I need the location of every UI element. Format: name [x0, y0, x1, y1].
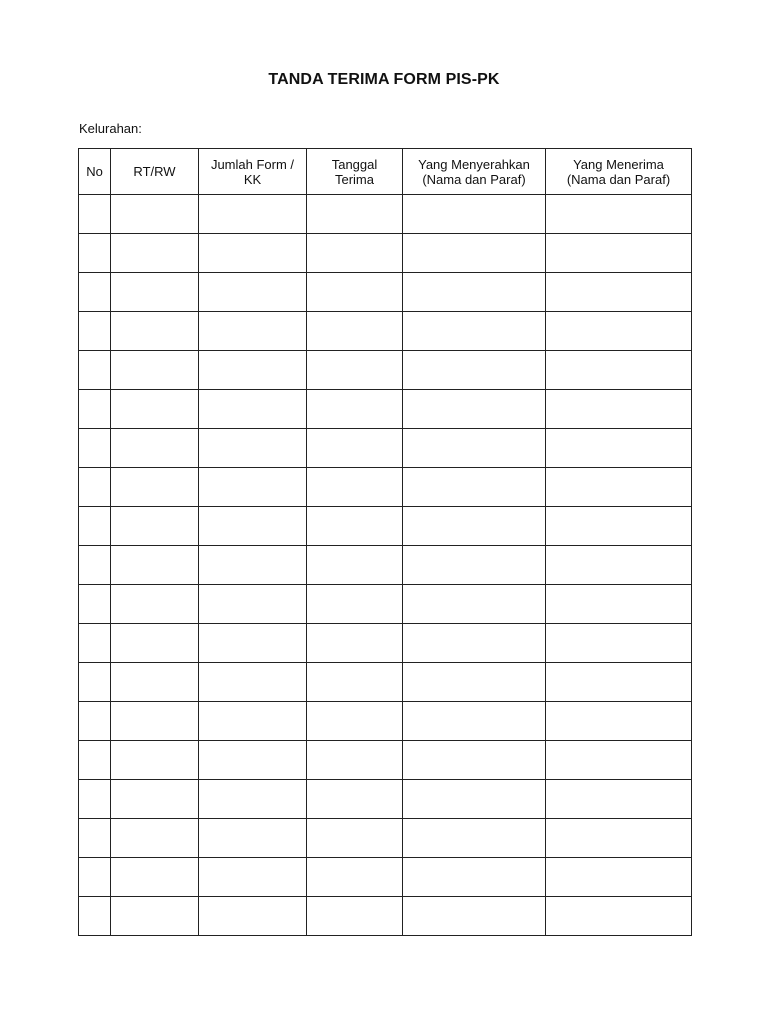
cell-tanggal-terima[interactable] — [307, 429, 403, 468]
cell-no[interactable] — [79, 585, 111, 624]
cell-no[interactable] — [79, 624, 111, 663]
cell-no[interactable] — [79, 780, 111, 819]
cell-yang-menyerahkan[interactable] — [403, 741, 546, 780]
cell-yang-menerima[interactable] — [546, 312, 692, 351]
column-header-rt-rw — [111, 149, 199, 195]
column-header-line: RT/RW — [133, 164, 176, 179]
cell-jumlah-form-kk[interactable] — [199, 663, 307, 702]
cell-jumlah-form-kk[interactable] — [199, 468, 307, 507]
cell-no[interactable] — [79, 897, 111, 936]
cell-no[interactable] — [79, 351, 111, 390]
cell-jumlah-form-kk[interactable] — [199, 312, 307, 351]
cell-yang-menyerahkan[interactable] — [403, 468, 546, 507]
table-row — [79, 858, 692, 897]
receipt-table — [78, 148, 692, 936]
column-header-no — [79, 149, 111, 195]
table-row — [79, 351, 692, 390]
cell-rt-rw[interactable] — [111, 858, 199, 897]
cell-rt-rw[interactable] — [111, 312, 199, 351]
cell-yang-menerima[interactable] — [546, 468, 692, 507]
cell-yang-menerima[interactable] — [546, 273, 692, 312]
column-header-line: Terima — [334, 171, 374, 187]
cell-yang-menyerahkan[interactable] — [403, 897, 546, 936]
column-header-line: (Nama dan Paraf) — [422, 171, 526, 187]
cell-jumlah-form-kk[interactable] — [199, 351, 307, 390]
cell-rt-rw[interactable] — [111, 702, 199, 741]
kelurahan-label: Kelurahan: — [79, 121, 142, 136]
cell-tanggal-terima[interactable] — [307, 390, 403, 429]
cell-rt-rw[interactable] — [111, 195, 199, 234]
cell-jumlah-form-kk[interactable] — [199, 741, 307, 780]
cell-yang-menerima[interactable] — [546, 624, 692, 663]
table-row — [79, 780, 692, 819]
cell-no[interactable] — [79, 312, 111, 351]
cell-jumlah-form-kk[interactable] — [199, 390, 307, 429]
cell-jumlah-form-kk[interactable] — [199, 858, 307, 897]
cell-rt-rw[interactable] — [111, 585, 199, 624]
table-row — [79, 663, 692, 702]
cell-tanggal-terima[interactable] — [307, 312, 403, 351]
cell-tanggal-terima[interactable] — [307, 273, 403, 312]
cell-jumlah-form-kk[interactable] — [199, 234, 307, 273]
column-header-yang-menyerahkan — [403, 149, 546, 195]
cell-yang-menerima[interactable] — [546, 429, 692, 468]
cell-rt-rw[interactable] — [111, 780, 199, 819]
cell-rt-rw[interactable] — [111, 819, 199, 858]
cell-jumlah-form-kk[interactable] — [199, 585, 307, 624]
cell-tanggal-terima[interactable] — [307, 234, 403, 273]
cell-tanggal-terima[interactable] — [307, 585, 403, 624]
cell-yang-menyerahkan[interactable] — [403, 195, 546, 234]
cell-tanggal-terima[interactable] — [307, 663, 403, 702]
cell-yang-menyerahkan[interactable] — [403, 546, 546, 585]
table-row — [79, 390, 692, 429]
cell-jumlah-form-kk[interactable] — [199, 507, 307, 546]
cell-yang-menyerahkan[interactable] — [403, 429, 546, 468]
cell-yang-menyerahkan[interactable] — [403, 780, 546, 819]
cell-jumlah-form-kk[interactable] — [199, 429, 307, 468]
cell-yang-menerima[interactable] — [546, 351, 692, 390]
cell-rt-rw[interactable] — [111, 546, 199, 585]
cell-rt-rw[interactable] — [111, 234, 199, 273]
cell-yang-menerima[interactable] — [546, 819, 692, 858]
table-row — [79, 624, 692, 663]
cell-yang-menerima[interactable] — [546, 741, 692, 780]
table-row — [79, 429, 692, 468]
cell-yang-menerima[interactable] — [546, 390, 692, 429]
cell-no[interactable] — [79, 819, 111, 858]
table-header-row — [79, 149, 692, 195]
cell-rt-rw[interactable] — [111, 741, 199, 780]
cell-yang-menerima[interactable] — [546, 702, 692, 741]
cell-no[interactable] — [79, 507, 111, 546]
cell-tanggal-terima[interactable] — [307, 468, 403, 507]
cell-yang-menyerahkan[interactable] — [403, 702, 546, 741]
cell-yang-menyerahkan[interactable] — [403, 312, 546, 351]
column-header-line: Jumlah Form / — [210, 156, 295, 172]
cell-rt-rw[interactable] — [111, 468, 199, 507]
cell-jumlah-form-kk[interactable] — [199, 897, 307, 936]
column-header-line: Yang Menerima — [573, 156, 664, 172]
document-title: TANDA TERIMA FORM PIS-PK — [268, 71, 500, 88]
cell-yang-menerima[interactable] — [546, 507, 692, 546]
cell-tanggal-terima[interactable] — [307, 195, 403, 234]
cell-yang-menerima[interactable] — [546, 585, 692, 624]
cell-rt-rw[interactable] — [111, 351, 199, 390]
cell-yang-menerima[interactable] — [546, 663, 692, 702]
column-header-line: Tanggal — [331, 156, 378, 172]
cell-jumlah-form-kk[interactable] — [199, 546, 307, 585]
cell-yang-menyerahkan[interactable] — [403, 390, 546, 429]
table-row — [79, 897, 692, 936]
cell-rt-rw[interactable] — [111, 624, 199, 663]
cell-yang-menerima[interactable] — [546, 234, 692, 273]
column-header-tanggal-terima — [307, 149, 403, 195]
table-row — [79, 741, 692, 780]
cell-tanggal-terima[interactable] — [307, 546, 403, 585]
cell-jumlah-form-kk[interactable] — [199, 702, 307, 741]
cell-yang-menyerahkan[interactable] — [403, 507, 546, 546]
cell-no[interactable] — [79, 702, 111, 741]
cell-no[interactable] — [79, 429, 111, 468]
cell-yang-menyerahkan[interactable] — [403, 858, 546, 897]
cell-rt-rw[interactable] — [111, 507, 199, 546]
cell-tanggal-terima[interactable] — [307, 858, 403, 897]
cell-yang-menerima[interactable] — [546, 858, 692, 897]
cell-yang-menyerahkan[interactable] — [403, 585, 546, 624]
column-header-line: No — [86, 164, 103, 179]
cell-yang-menerima[interactable] — [546, 546, 692, 585]
column-header-line: Yang Menyerahkan — [418, 156, 530, 172]
table-row — [79, 468, 692, 507]
cell-jumlah-form-kk[interactable] — [199, 624, 307, 663]
cell-tanggal-terima[interactable] — [307, 351, 403, 390]
table-row — [79, 507, 692, 546]
cell-tanggal-terima[interactable] — [307, 741, 403, 780]
table-row — [79, 273, 692, 312]
cell-tanggal-terima[interactable] — [307, 897, 403, 936]
cell-rt-rw[interactable] — [111, 390, 199, 429]
table-row — [79, 195, 692, 234]
table-row — [79, 234, 692, 273]
column-header-line: KK — [243, 171, 262, 187]
cell-yang-menyerahkan[interactable] — [403, 273, 546, 312]
cell-rt-rw[interactable] — [111, 429, 199, 468]
cell-no[interactable] — [79, 195, 111, 234]
cell-yang-menyerahkan[interactable] — [403, 234, 546, 273]
cell-jumlah-form-kk[interactable] — [199, 780, 307, 819]
cell-yang-menerima[interactable] — [546, 897, 692, 936]
table-row — [79, 585, 692, 624]
cell-no[interactable] — [79, 234, 111, 273]
table-row — [79, 702, 692, 741]
cell-no[interactable] — [79, 468, 111, 507]
cell-yang-menyerahkan[interactable] — [403, 663, 546, 702]
table-body — [79, 195, 692, 936]
cell-no[interactable] — [79, 273, 111, 312]
cell-yang-menyerahkan[interactable] — [403, 819, 546, 858]
cell-yang-menerima[interactable] — [546, 780, 692, 819]
cell-tanggal-terima[interactable] — [307, 624, 403, 663]
column-header-line: (Nama dan Paraf) — [566, 171, 671, 187]
cell-rt-rw[interactable] — [111, 897, 199, 936]
cell-tanggal-terima[interactable] — [307, 507, 403, 546]
table-row — [79, 312, 692, 351]
column-header-yang-menerima — [546, 149, 692, 195]
table-row — [79, 546, 692, 585]
cell-no[interactable] — [79, 546, 111, 585]
cell-jumlah-form-kk[interactable] — [199, 819, 307, 858]
cell-jumlah-form-kk[interactable] — [199, 273, 307, 312]
cell-no[interactable] — [79, 741, 111, 780]
column-header-jumlah-form-kk — [199, 149, 307, 195]
cell-tanggal-terima[interactable] — [307, 780, 403, 819]
cell-no[interactable] — [79, 858, 111, 897]
cell-jumlah-form-kk[interactable] — [199, 195, 307, 234]
cell-yang-menerima[interactable] — [546, 195, 692, 234]
cell-no[interactable] — [79, 390, 111, 429]
cell-no[interactable] — [79, 663, 111, 702]
cell-rt-rw[interactable] — [111, 663, 199, 702]
cell-yang-menyerahkan[interactable] — [403, 624, 546, 663]
cell-tanggal-terima[interactable] — [307, 702, 403, 741]
cell-yang-menyerahkan[interactable] — [403, 351, 546, 390]
cell-rt-rw[interactable] — [111, 273, 199, 312]
table-row — [79, 819, 692, 858]
cell-tanggal-terima[interactable] — [307, 819, 403, 858]
